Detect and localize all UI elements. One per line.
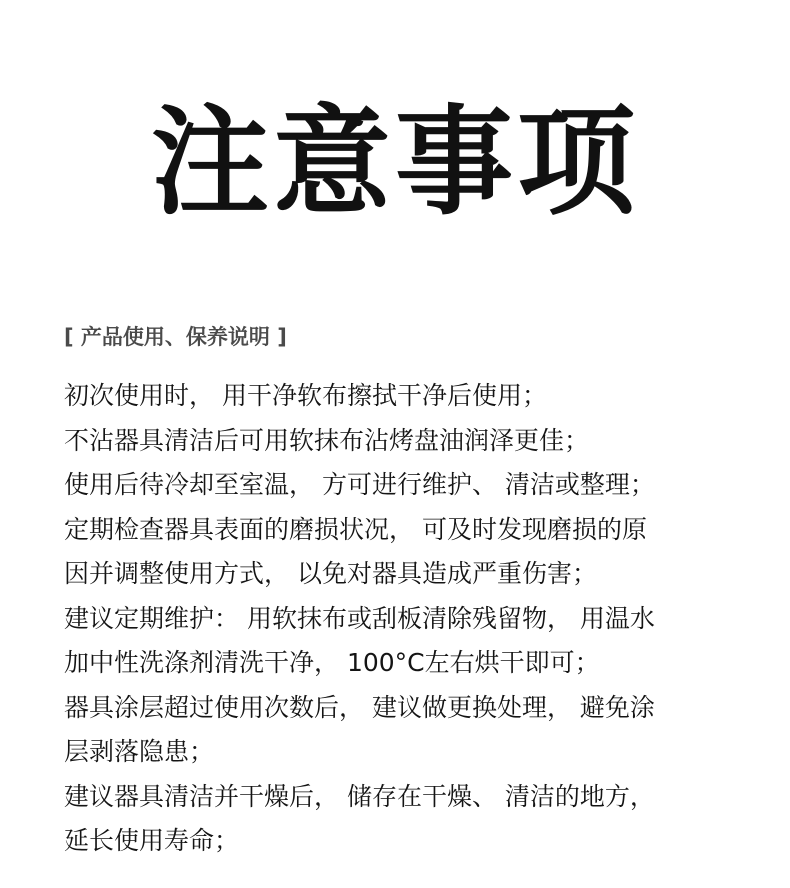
- instruction-line: 延长使用寿命；: [64, 826, 240, 855]
- instruction-line: 层剥落隐患；: [64, 737, 215, 766]
- instruction-line: 使用后待冷却至室温， 方可进行维护、 清洁或整理；: [64, 470, 655, 499]
- instruction-line: 因并调整使用方式， 以免对器具造成严重伤害；: [64, 559, 597, 588]
- page-title: 注意事项: [150, 93, 639, 231]
- instruction-line: 加中性洗涤剂清洗干净， 100°C左右烘干即可；: [64, 648, 600, 677]
- instruction-line: 初次使用时， 用干净软布擦拭干净后使用；: [64, 381, 547, 410]
- section-label: [ 产品使用、保养说明 ]: [64, 325, 287, 349]
- instruction-line: 器具涂层超过使用次数后， 建议做更换处理， 避免涂: [64, 692, 655, 722]
- instruction-line: 建议器具清洁并干燥后， 储存在干燥、 清洁的地方，: [64, 781, 655, 811]
- instruction-line: 建议定期维护： 用软抹布或刮板清除残留物， 用温水: [64, 603, 655, 633]
- instruction-line: 不沾器具清洁后可用软抹布沾烤盘油润泽更佳；: [64, 425, 590, 455]
- instruction-line: 定期检查器具表面的磨损状况， 可及时发现磨损的原: [64, 514, 647, 544]
- instruction-list: [64, 374, 754, 864]
